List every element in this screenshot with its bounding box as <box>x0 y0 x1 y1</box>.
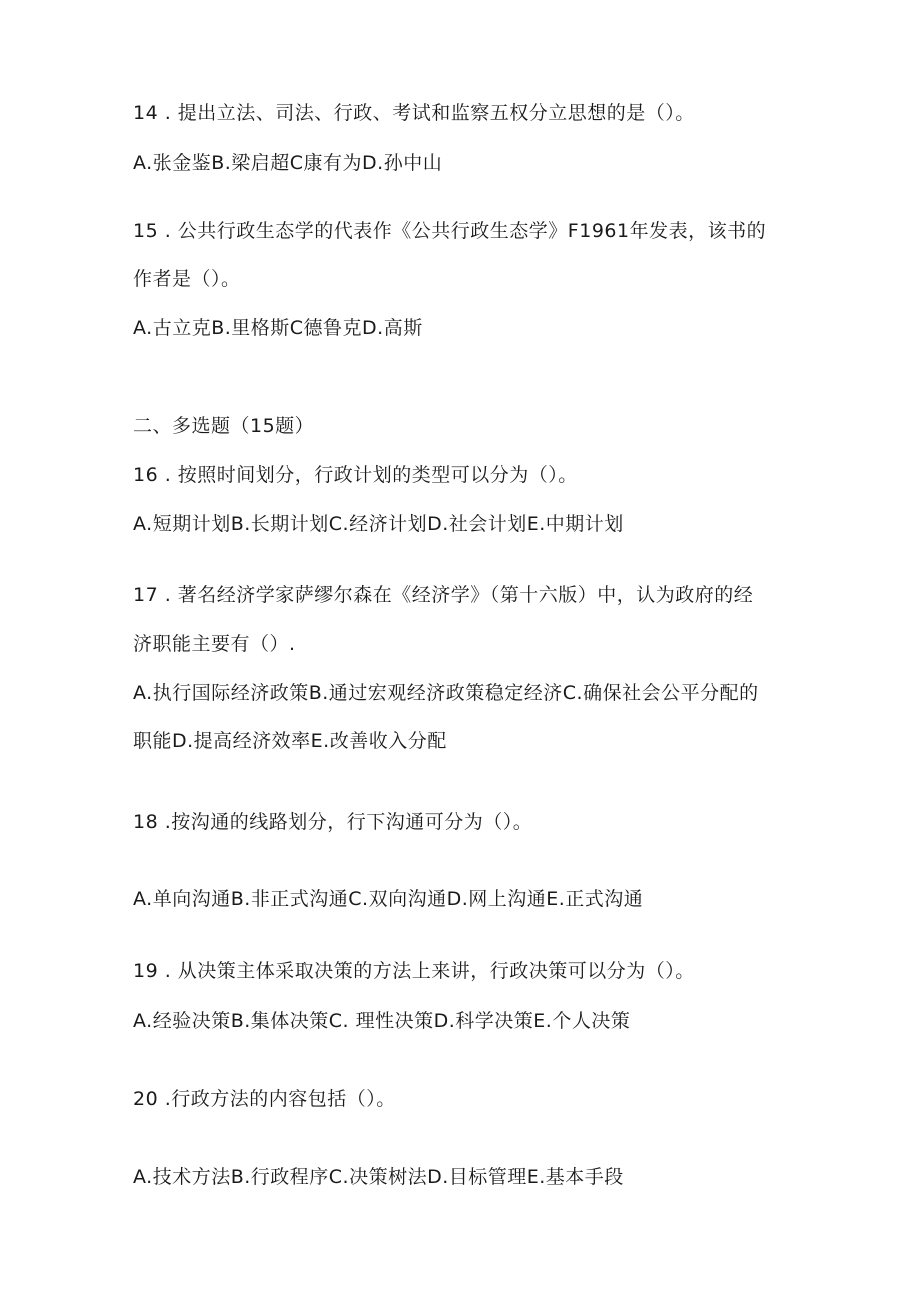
question-14-stem-line-1: 14 . 提出立法、司法、行政、考试和监察五权分立思想的是（）。 <box>133 102 695 124</box>
question-20-stem-line-1: 20 .行政方法的内容包括（）。 <box>133 1088 396 1110</box>
question-18-options-line-1: A.单向沟通B.非正式沟通C.双向沟通D.网上沟通E.正式沟通 <box>133 888 644 910</box>
question-20-options-line-1: A.技术方法B.行政程序C.决策树法D.目标管理E.基本手段 <box>133 1166 624 1188</box>
question-17-options-line-1: A.执行国际经济政策B.通过宏观经济政策稳定经济C.确保社会公平分配的 <box>133 682 759 704</box>
question-16-stem-line-1: 16 . 按照时间划分，行政计划的类型可以分为（）。 <box>133 464 578 486</box>
question-16-options-line-1: A.短期计划B.长期计划C.经济计划D.社会计划E.中期计划 <box>133 513 624 535</box>
question-15-options-line-1: A.古立克B.里格斯C德鲁克D.高斯 <box>133 317 423 339</box>
question-15-stem-line-1: 15 . 公共行政生态学的代表作《公共行政生态学》F1961年发表，该书的 <box>133 220 767 242</box>
question-18-stem-line-1: 18 .按沟通的线路划分，行下沟通可分为（）。 <box>133 811 533 833</box>
question-15-stem-line-2: 作者是（）。 <box>133 268 241 290</box>
question-19-options-line-1: A.经验决策B.集体决策C. 理性决策D.科学决策E.个人决策 <box>133 1010 631 1032</box>
section-heading: 二、多选题（15题） <box>133 415 315 437</box>
question-17-stem-line-1: 17 . 著名经济学家萨缪尔森在《经济学》（第十六版）中，认为政府的经 <box>133 584 754 606</box>
question-17-options-line-2: 职能D.提高经济效率E.改善收入分配 <box>133 730 447 752</box>
question-14-options-line-1: A.张金鉴B.梁启超C康有为D.孙中山 <box>133 152 443 174</box>
question-17-stem-line-2: 济职能主要有（）. <box>133 633 296 655</box>
question-19-stem-line-1: 19 . 从决策主体采取决策的方法上来讲，行政决策可以分为（）。 <box>133 960 695 982</box>
